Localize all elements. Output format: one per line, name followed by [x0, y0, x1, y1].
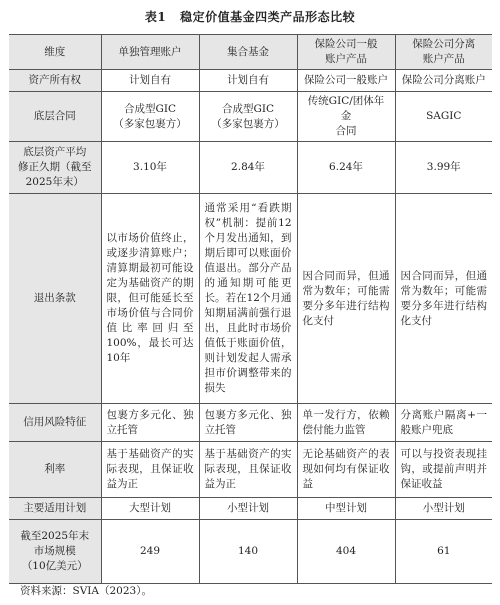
table-cell: 包裹方多元化、独立托管: [199, 404, 297, 442]
table-cell: 合成型GIC （多家包裹方）: [101, 92, 199, 142]
row-label: 资产所有权: [9, 70, 101, 92]
row-label: 利率: [9, 442, 101, 498]
header-separate-account: 单独管理账户: [101, 35, 199, 70]
comparison-table: [9, 34, 492, 584]
table-row: [9, 194, 492, 404]
table-cell: 404: [297, 520, 395, 584]
table-cell: 通常采用“看跌期权”机制：提前12个月发出通知，到期后即可以账面价值退出。部分产品的通知期可能更长。若在12个月通知期届满前强行退出，且此时市场价值低于账面价值，则计划发起人需承担市价调整带来的损失: [199, 194, 297, 404]
table-cell: 无论基础资产的表现如何均有保证收益: [297, 442, 395, 498]
table-cell: 因合同而异，但通常为数年；可能需要分多年进行结构化支付: [297, 194, 395, 404]
table-cell: 基于基础资产的实际表现，且保证收益为正: [101, 442, 199, 498]
table-header-row: [9, 35, 492, 70]
table-cell: 传统GIC/团体年金 合同: [297, 92, 395, 142]
table-cell: 140: [199, 520, 297, 584]
source-note: 资料来源：SVIA（2023）。: [20, 585, 152, 597]
table-cell: 中型计划: [297, 498, 395, 520]
table-cell: 包裹方多元化、独立托管: [101, 404, 199, 442]
table-cell: 保险公司一般账户: [297, 70, 395, 92]
row-label: 底层合同: [9, 92, 101, 142]
table-cell: 合成型GIC （多家包裹方）: [199, 92, 297, 142]
table-number: 表1: [144, 10, 167, 24]
table-cell: 2.84年: [199, 142, 297, 194]
table-cell: 6.24年: [297, 142, 395, 194]
row-label: 信用风险特征: [9, 404, 101, 442]
table-cell: 可以与投资表现挂钩，或提前声明并保证收益: [395, 442, 492, 498]
table-cell: SAGIC: [395, 92, 492, 142]
table-cell: 3.10年: [101, 142, 199, 194]
table-cell: 以市场价值终止，或逐步清算账户；清算期最初可能设定为基础资产的期限，但可能延长至市场价值与合同价值比率回归至100%，最长可达10年: [101, 194, 199, 404]
row-label: 底层资产平均 修正久期（截至 2025年末）: [9, 142, 101, 194]
table-cell: 249: [101, 520, 199, 584]
table-cell: 小型计划: [199, 498, 297, 520]
table-row: [9, 498, 492, 520]
table-row: [9, 442, 492, 498]
table-title: [0, 8, 500, 25]
table-cell: 3.99年: [395, 142, 492, 194]
header-dimension: 维度: [9, 35, 101, 70]
table-cell: 小型计划: [395, 498, 492, 520]
table-row: [9, 520, 492, 584]
table-cell: 因合同而异，但通常为数年；可能需要分多年进行结构化支付: [395, 194, 492, 404]
table-cell: 单一发行方，依赖偿付能力监管: [297, 404, 395, 442]
row-label: 退出条款: [9, 194, 101, 404]
header-general-account: 保险公司一般 账户产品: [297, 35, 395, 70]
table-row: [9, 92, 492, 142]
row-label: 主要适用计划: [9, 498, 101, 520]
row-label: 截至2025年末 市场规模 （10亿美元）: [9, 520, 101, 584]
table-cell: 计划自有: [199, 70, 297, 92]
table-cell: 61: [395, 520, 492, 584]
table-caption: 稳定价值基金四类产品形态比较: [180, 10, 356, 24]
table-cell: 大型计划: [101, 498, 199, 520]
header-collective-fund: 集合基金: [199, 35, 297, 70]
table-cell: 基于基础资产的实际表现，且保证收益为正: [199, 442, 297, 498]
table-row: [9, 404, 492, 442]
table-row: [9, 70, 492, 92]
table-cell: 计划自有: [101, 70, 199, 92]
table-cell: 保险公司分离账户: [395, 70, 492, 92]
table-row: [9, 142, 492, 194]
table-cell: 分离账户隔离+一般账户兜底: [395, 404, 492, 442]
header-insurer-separate-account: 保险公司分离 账户产品: [395, 35, 492, 70]
